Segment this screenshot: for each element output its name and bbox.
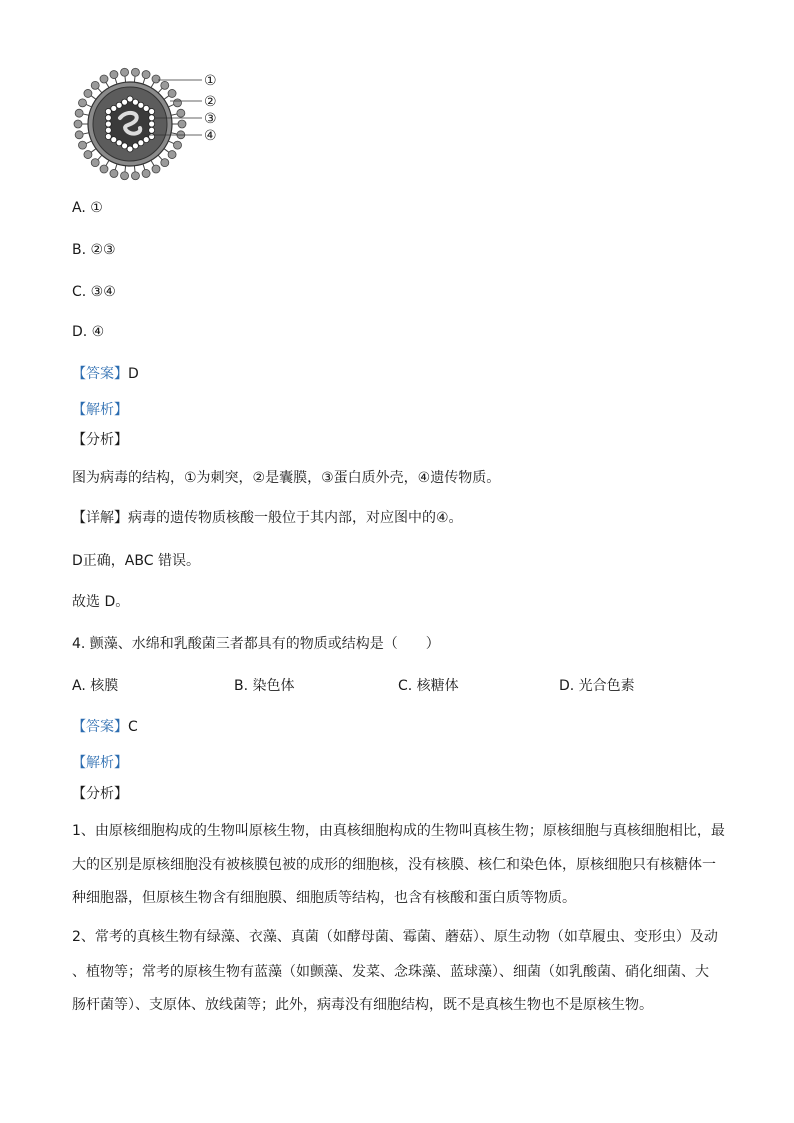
- spike-head: [84, 89, 92, 97]
- spike-head: [110, 71, 118, 79]
- spike-head: [174, 99, 182, 107]
- figure-label-3: ③: [204, 111, 217, 127]
- capsomere: [105, 127, 111, 133]
- figure-label-4: ④: [204, 128, 217, 144]
- spike-head: [75, 131, 83, 139]
- capsomere: [149, 134, 155, 140]
- figure-label-1: ①: [204, 73, 217, 89]
- q3-option-a: A. ①: [72, 200, 103, 216]
- capsomere: [111, 137, 117, 143]
- capsomere: [105, 134, 111, 140]
- capsomere: [149, 115, 155, 121]
- spike-head: [78, 141, 86, 149]
- q4-text-line: 2、常考的真核生物有绿藻、衣藻、真菌（如酵母菌、霉菌、蘑菇）、原生动物（如草履虫、变形虫）及动: [72, 929, 718, 945]
- capsomere: [132, 143, 138, 149]
- capsomere: [138, 102, 144, 108]
- q4-text-line: 1、由原核细胞构成的生物叫原核生物，由真核细胞构成的生物叫真核生物；原核细胞与真核细胞相比，最: [72, 823, 725, 839]
- spike-head: [142, 169, 150, 177]
- spike-head: [91, 159, 99, 167]
- q3-detail-text: 病毒的遗传物质核酸一般位于其内部，对应图中的④。: [128, 510, 463, 526]
- spike-head: [161, 81, 169, 89]
- q4-answer-line: [72, 717, 138, 737]
- spike-head: [75, 109, 83, 117]
- spike-head: [177, 109, 185, 117]
- q4-option-b: B. 染色体: [234, 678, 295, 694]
- q3-answer-line: [72, 364, 139, 384]
- capsomere: [116, 102, 122, 108]
- capsomere: [122, 143, 128, 149]
- q4-option-a: A. 核膜: [72, 678, 119, 694]
- capsomere: [111, 105, 117, 111]
- spike-head: [78, 99, 86, 107]
- capsomere: [132, 99, 138, 105]
- spike-head: [74, 120, 82, 128]
- q4-sub-tag: 【分析】: [72, 786, 128, 802]
- spike-head: [131, 172, 139, 180]
- spike-head: [152, 165, 160, 173]
- capsomere: [105, 109, 111, 115]
- spike-head: [121, 68, 129, 76]
- capsomere: [127, 96, 133, 102]
- q4-text-line: 肠杆菌等）、支原体、放线菌等；此外，病毒没有细胞结构，既不是真核生物也不是原核生物。: [72, 997, 653, 1013]
- q4-answer-tag: 【答案】: [72, 719, 128, 735]
- q3-detail-tag: 【详解】: [72, 510, 128, 526]
- spike-head: [161, 159, 169, 167]
- q3-option-c: C. ③④: [72, 284, 116, 300]
- capsomere: [149, 121, 155, 127]
- spike-head: [174, 141, 182, 149]
- q4-option-d: D. 光合色素: [559, 678, 635, 694]
- q3-conclusion: D正确，ABC 错误。: [72, 553, 200, 569]
- spike-head: [178, 120, 186, 128]
- spike-head: [168, 151, 176, 159]
- q3-detail-line: [72, 508, 463, 528]
- q4-analysis-tag: 【解析】: [72, 755, 128, 771]
- q4-text-line: 大的区别是原核细胞没有被核膜包被的成形的细胞核，没有核膜、核仁和染色体，原核细胞只有核糖体一: [72, 857, 716, 873]
- capsomere: [105, 115, 111, 121]
- capsomere: [143, 105, 149, 111]
- q3-option-d: D. ④: [72, 324, 105, 340]
- spike-head: [131, 68, 139, 76]
- q4-text-line: 、植物等；常考的原核生物有蓝藻（如颤藻、发菜、念珠藻、蓝球藻）、细菌（如乳酸菌、硝化细菌、大: [72, 964, 709, 980]
- spike-head: [152, 75, 160, 83]
- capsomere: [149, 127, 155, 133]
- q3-analysis-text: 图为病毒的结构，①为刺突，②是囊膜，③蛋白质外壳，④遗传物质。: [72, 470, 501, 486]
- capsomere: [116, 140, 122, 146]
- spike-head: [121, 172, 129, 180]
- q3-answer: D: [128, 366, 139, 382]
- spike-head: [100, 75, 108, 83]
- q3-option-b: B. ②③: [72, 242, 116, 258]
- q3-sub-tag: 【分析】: [72, 432, 128, 448]
- q4-text-line: 种细胞器，但原核生物含有细胞膜、细胞质等结构，也含有核酸和蛋白质等物质。: [72, 890, 576, 906]
- q4-option-c: C. 核糖体: [398, 678, 459, 694]
- virus-structure-diagram: [70, 66, 230, 182]
- figure-label-2: ②: [204, 94, 217, 110]
- spike-head: [91, 81, 99, 89]
- capsomere: [143, 137, 149, 143]
- q4-answer: C: [128, 719, 138, 735]
- q3-choice: 故选 D。: [72, 594, 130, 610]
- q4-stem: 4. 颤藻、水绵和乳酸菌三者都具有的物质或结构是（ ）: [72, 636, 440, 652]
- spike-head: [100, 165, 108, 173]
- spike-head: [168, 89, 176, 97]
- capsomere: [138, 140, 144, 146]
- q3-answer-tag: 【答案】: [72, 366, 128, 382]
- capsomere: [127, 146, 133, 152]
- capsomere: [105, 121, 111, 127]
- spike-head: [84, 151, 92, 159]
- capsomere: [122, 99, 128, 105]
- capsomere: [149, 109, 155, 115]
- spike-head: [110, 169, 118, 177]
- spike-head: [142, 71, 150, 79]
- q3-analysis-tag: 【解析】: [72, 402, 128, 418]
